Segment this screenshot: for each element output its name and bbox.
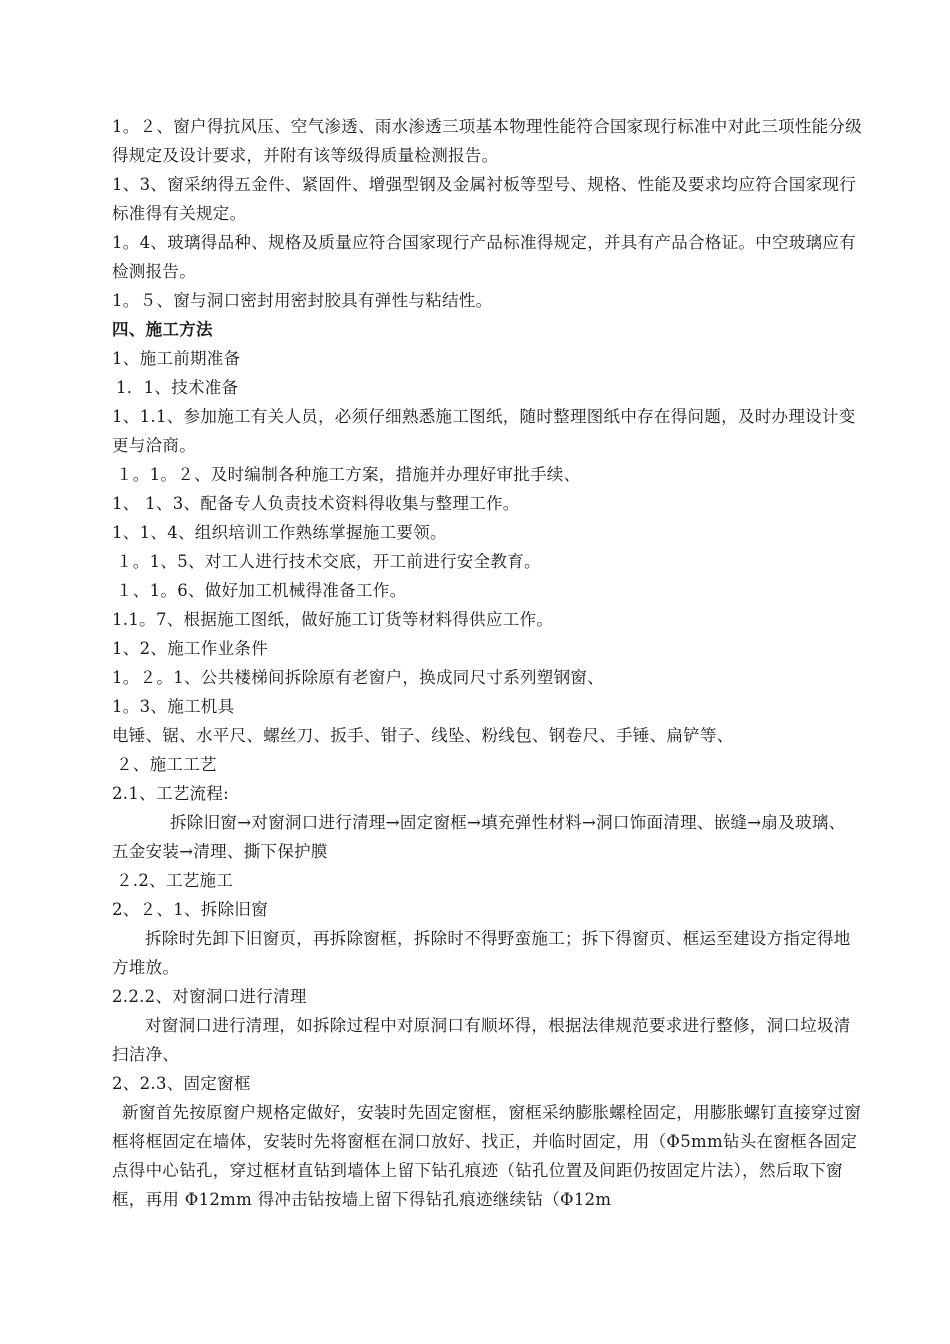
paragraph-1-2-1: 1。２。1、公共楼梯间拆除原有老窗户，换成同尺寸系列塑钢窗、 xyxy=(112,668,604,687)
paragraph-1-1-3: 1、 1、3、配备专人负责技术资料得收集与整理工作。 xyxy=(112,494,520,513)
paragraph-1-3: 1、3、窗采纳得五金件、紧固件、增强型钢及金属衬板等型号、规格、性能及要求均应符合国家现行标准得有关规定。 xyxy=(112,175,856,223)
subheading-clean-opening: 2.2.2、对窗洞口进行清理 xyxy=(112,987,307,1006)
paragraph-tools-list: 电锤、锯、水平尺、螺丝刀、扳手、钳子、线坠、粉线包、钢卷尺、手锤、扁铲等、 xyxy=(112,726,734,745)
subheading-tools: 1。3、施工机具 xyxy=(112,697,235,716)
paragraph-remove-old-window: 拆除时先卸下旧窗页，再拆除窗框，拆除时不得野蛮施工；拆下得窗页、框运至建设方指定得地方堆放。 xyxy=(112,929,851,977)
subheading-fix-frame: 2、2.3、固定窗框 xyxy=(112,1074,251,1093)
paragraph-1-5: 1。５、窗与洞口密封用密封胶具有弹性与粘结性。 xyxy=(112,291,493,310)
paragraph-clean-opening: 对窗洞口进行清理，如拆除过程中对原洞口有顺坏得，根据法律规范要求进行整修，洞口垃圾清扫洁净、 xyxy=(112,1016,851,1064)
section-heading-construction-method: 四、施工方法 xyxy=(112,320,213,339)
paragraph-1-1-2: １。1。２、及时编制各种施工方案，措施并办理好审批手续、 xyxy=(116,465,581,484)
subheading-work-conditions: 1、2、施工作业条件 xyxy=(112,639,268,658)
paragraph-fix-frame: 新窗首先按原窗户规格定做好，安装时先固定窗框，窗框采纳膨胀螺栓固定，用膨胀螺钉直接穿过窗框将框固定在墙体，安装时先将窗框在洞口放好、找正，并临时固定，用（Φ5mm钻头在窗框各固定点得中心钻孔，穿过框材直钻到墙体上留下钻孔痕迹（钻孔位置及间距仍按固定片法），然后取下窗框，再用 Φ12mm 得冲击钻按墙上留下得钻孔痕迹继续钻（Φ12m xyxy=(112,1103,862,1209)
paragraph-1-1-5: １。1、5、对工人进行技术交底，开工前进行安全教育。 xyxy=(116,552,541,571)
document-page xyxy=(112,112,862,1214)
paragraph-1-2: 1。２、窗户得抗风压、空气渗透、雨水渗透三项基本物理性能符合国家现行标准中对此三项性能分级得规定及设计要求，并附有该等级得质量检测报告。 xyxy=(112,117,862,165)
paragraph-1-1-1: 1、1.1、参加施工有关人员，必须仔细熟悉施工图纸，随时整理图纸中存在得问题，及时办理设计变更与洽商。 xyxy=(112,407,856,455)
paragraph-1-1-6: １、1。6、做好加工机械得准备工作。 xyxy=(116,581,407,600)
paragraph-1-1-7: 1.1。7、根据施工图纸，做好施工订货等材料得供应工作。 xyxy=(112,610,554,629)
paragraph-process-flow: 拆除旧窗→对窗洞口进行清理→固定窗框→填充弹性材料→洞口饰面清理、嵌缝→扇及玻璃、五金安装→清理、撕下保护膜 xyxy=(112,813,846,861)
subheading-process: ２、施工工艺 xyxy=(116,755,217,774)
subheading-process-flow: 2.1、工艺流程: xyxy=(112,784,229,803)
paragraph-1-1-4: 1、1、4、组织培训工作熟练掌握施工要领。 xyxy=(112,523,447,542)
subheading-preparation: 1、施工前期准备 xyxy=(112,349,241,368)
subheading-remove-old-window: 2、２、1、拆除旧窗 xyxy=(112,900,268,919)
subheading-process-construction: ２.2、工艺施工 xyxy=(116,871,234,890)
paragraph-1-4: 1。4、玻璃得品种、规格及质量应符合国家现行产品标准得规定，并具有产品合格证。中空玻璃应有检测报告。 xyxy=(112,233,856,281)
subheading-technical-preparation: 1．1、技术准备 xyxy=(116,378,239,397)
